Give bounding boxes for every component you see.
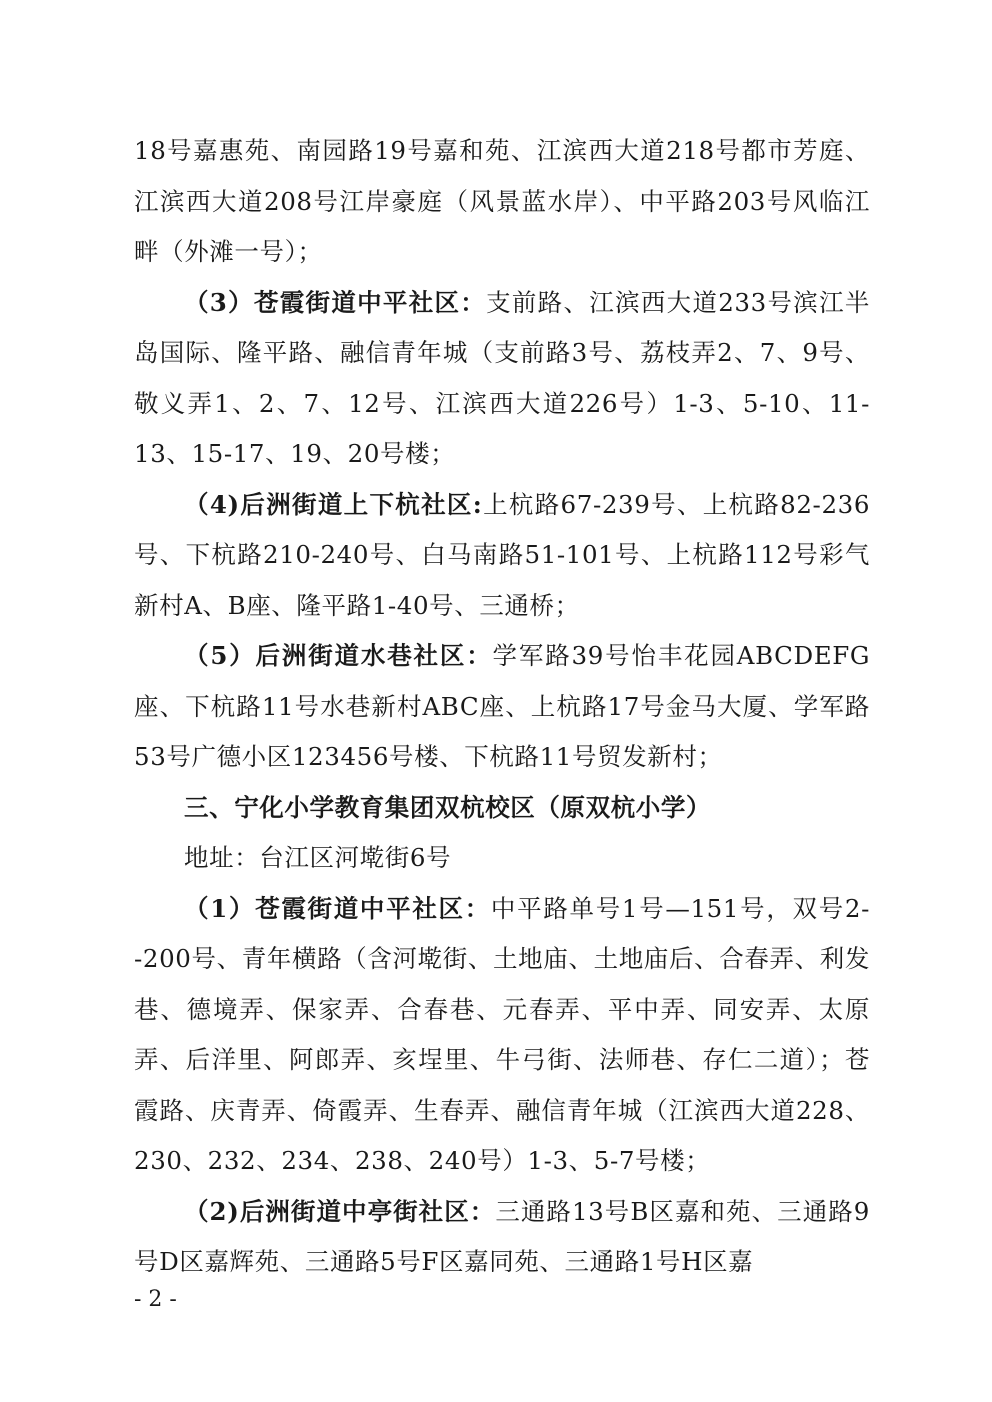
- paragraph-text: 18号嘉惠苑、南园路19号嘉和苑、江滨西大道218号都市芳庭、江滨西大道208号江岸豪庭（风景蓝水岸）、中平路203号风临江畔（外滩一号）；: [134, 136, 870, 266]
- section-heading: 三、宁化小学教育集团双杭校区（原双杭小学）: [184, 792, 712, 822]
- paragraph-text: 支前路、江滨西大道233号滨江半岛国际、隆平路、融信青年城（支前路3号、荔枝弄2、7、9号、敬义弄1、2、7、12号、江滨西大道226号）1-3、5-10、11-13、15-17、19、20号楼；: [134, 287, 870, 468]
- paragraph-heading: （3）苍霞街道中平社区：: [184, 287, 487, 317]
- paragraph-heading: （4)后洲街道上下杭社区:: [184, 489, 483, 519]
- paragraph-shuixiang-community: [134, 631, 870, 783]
- paragraph-continuation: [134, 126, 870, 278]
- paragraph-heading: （2)后洲街道中亭街社区：: [184, 1196, 496, 1226]
- paragraph-zhongping-community: [134, 278, 870, 480]
- paragraph-text: 学军路39号怡丰花园ABCDEFG座、下杭路11号水巷新村ABC座、上杭路17号金马大厦、学军路53号广德小区123456号楼、下杭路11号贸发新村；: [134, 641, 871, 771]
- paragraph-shangxiahang-community: [134, 480, 870, 632]
- address-text: 地址：台江区河墘街6号: [184, 843, 452, 872]
- paragraph-text: 中平路单号1号—151号，双号2--200号、青年横路（含河墘街、土地庙、土地庙后、合春弄、利发巷、德境弄、保家弄、合春巷、元春弄、平中弄、同安弄、太原弄、后洋里、阿郎弄、亥埕里、牛弓街、法师巷、存仁二道）；苍霞路、庆青弄、倚霞弄、生春弄、融信青年城（江滨西大道228、230、232、234、238、240号）1-3、5-7号楼；: [134, 893, 871, 1175]
- paragraph-zhongping-community-2: [134, 884, 870, 1187]
- section-heading-shuanghang-campus: [134, 783, 870, 834]
- paragraph-text: 三通路13号B区嘉和苑、三通路9号D区嘉辉苑、三通路5号F区嘉同苑、三通路1号H区嘉: [134, 1196, 870, 1276]
- paragraph-address: [134, 833, 870, 884]
- paragraph-heading: （5）后洲街道水巷社区：: [184, 641, 493, 670]
- page-number: - 2 -: [134, 1287, 177, 1312]
- paragraph-zhongtingjie-community: [134, 1187, 870, 1288]
- paragraph-text: 上杭路67-239号、上杭路82-236号、下杭路210-240号、白马南路51-101号、上杭路112号彩气新村A、B座、隆平路1-40号、三通桥；: [134, 489, 871, 620]
- paragraph-heading: （1）苍霞街道中平社区：: [184, 893, 491, 923]
- document-body: [134, 126, 870, 1288]
